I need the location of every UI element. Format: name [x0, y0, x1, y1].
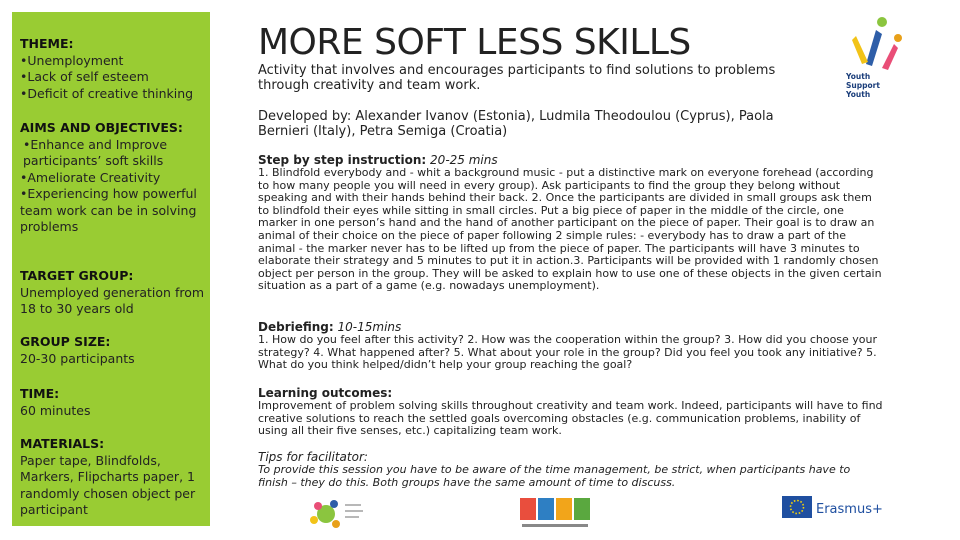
- steps-text: 1. Blindfold everybody and - whit a background music - put a distinctive mark on everyone forehead (according to how many people you will need in every group). Ask participants to find the group they belong without speaking and with their hands behind their back. 2. Once the participants are divided in small groups ask them to blindfold their eyes while sitting in small circles. Put a big piece of paper in the middle of the circle, one marker in one person’s hand and the hand of another participant on the piece of paper. Their goal is to draw an animal of their choice on the piece of paper following 2 simple rules: - everybody has to draw a part of the animal - the marker never has to be lifted up from the piece of paper. The participants will have 3 minutes to elaborate their strategy and 5 minutes to put it in action.3. Participants will be provided with 1 randomly chosen object per person in the group. They will be asked to explain how to use one of these objects in the given certain situation as a part of a game (e.g. nowadays unemployment).: [258, 166, 882, 293]
- debriefing-section: [258, 320, 883, 372]
- logo-figure-body: [882, 44, 898, 70]
- theme-list: [20, 53, 210, 103]
- tips-label: Tips for facilitator:: [258, 450, 368, 464]
- sidebar: [12, 12, 210, 526]
- list-item: • Deficit of creative thinking: [20, 86, 210, 103]
- outcomes-section: [258, 386, 883, 438]
- frse-caption-line: [522, 524, 588, 527]
- group-size-heading: GROUP SIZE:: [20, 334, 111, 349]
- outcomes-text: Improvement of problem solving skills throughout creativity and team work. Indeed, participants will have to find creative solutions to reach the settled goals overcoming obstacles (e.g. communication problems, inability of using all their five senses, etc.) capitalizing team work.: [258, 399, 883, 438]
- list-item: • Experiencing how powerful team work can be in solving problems: [20, 186, 210, 236]
- intro-text: Activity that involves and encourages participants to find solutions to problems through creativity and team work.: [258, 63, 776, 93]
- target-text: Unemployed generation from 18 to 30 years old: [20, 284, 205, 316]
- logo-dot: [330, 500, 338, 508]
- target-heading: TARGET GROUP:: [20, 268, 134, 283]
- logo-dot: [310, 516, 318, 524]
- aims-heading: AIMS AND OBJECTIVES:: [20, 120, 183, 135]
- debriefing-label: Debriefing:: [258, 320, 334, 334]
- page-title: MORE SOFT LESS SKILLS: [258, 22, 691, 63]
- list-item: • Enhance and Improve participants’ soft skills: [20, 137, 210, 170]
- list-item: • Unemployment: [20, 53, 210, 70]
- logo-figure-body: [866, 30, 882, 66]
- materials-text: Paper tape, Blindfolds, Markers, Flipcharts paper, 1 randomly chosen object per participant: [20, 452, 196, 517]
- frse-block-s: [556, 498, 572, 520]
- outcomes-label: Learning outcomes:: [258, 386, 393, 400]
- aims-list: [20, 137, 210, 236]
- theme-heading: THEME:: [20, 36, 74, 51]
- erasmus-plus-label: Erasmus+: [816, 502, 883, 517]
- logo-wordmark: [846, 72, 880, 99]
- eu-flag-logo: [782, 496, 883, 518]
- logo-caption-line: [345, 504, 361, 506]
- group-size-text: 20-30 participants: [20, 350, 135, 366]
- logo-figure-head: [894, 34, 902, 42]
- frse-block-r: [538, 498, 554, 520]
- list-item: • Lack of self esteem: [20, 69, 210, 86]
- time-heading: TIME:: [20, 386, 60, 401]
- materials-section: [20, 436, 210, 519]
- tips-text: To provide this session you have to be aware of the time management, be strict, when participants have to finish – they do this. Both groups have the same amount of time to discuss.: [258, 463, 851, 489]
- debriefing-time: 10-15mins: [337, 320, 402, 334]
- theme-section: [20, 36, 210, 102]
- frse-logo: [520, 498, 590, 527]
- logo-figure-body: [852, 36, 868, 64]
- logo-line: Support: [846, 81, 880, 90]
- debriefing-text: 1. How do you feel after this activity? 2. How was the cooperation within the group? 3. How did you choose your strategy? 4. What happened after? 5. What about your role in the group? Did you feel you took any initiative? 5. What do you think helped/didn’t help your group reaching the goal?: [258, 333, 878, 372]
- materials-heading: MATERIALS:: [20, 436, 105, 451]
- target-section: [20, 268, 210, 318]
- logo-dot: [314, 502, 322, 510]
- partner-logos: [300, 484, 960, 540]
- logo-caption-line: [345, 510, 363, 512]
- logo-caption-line: [345, 516, 359, 518]
- time-text: 60 minutes: [20, 402, 91, 418]
- time-section: [20, 386, 210, 419]
- logo-dot: [332, 520, 340, 528]
- frse-block-f: [520, 498, 536, 520]
- eu-flag: [782, 496, 812, 518]
- logo-figure-head: [877, 17, 887, 27]
- developed-by: Developed by: Alexander Ivanov (Estonia), Ludmila Theodoulou (Cyprus), Paola Bernieri (Italy), Petra Semiga (Croatia): [258, 109, 774, 139]
- logo-line: Youth: [846, 90, 871, 99]
- aims-section: [20, 120, 210, 236]
- frse-block-e: [574, 498, 590, 520]
- ysy-small-logo: [310, 500, 363, 528]
- group-size-section: [20, 334, 210, 367]
- logo-line: Youth: [846, 72, 871, 81]
- steps-section: [258, 153, 883, 293]
- list-item: • Ameliorate Creativity: [20, 170, 210, 187]
- steps-time: 20-25 mins: [430, 153, 498, 167]
- steps-label: Step by step instruction:: [258, 153, 427, 167]
